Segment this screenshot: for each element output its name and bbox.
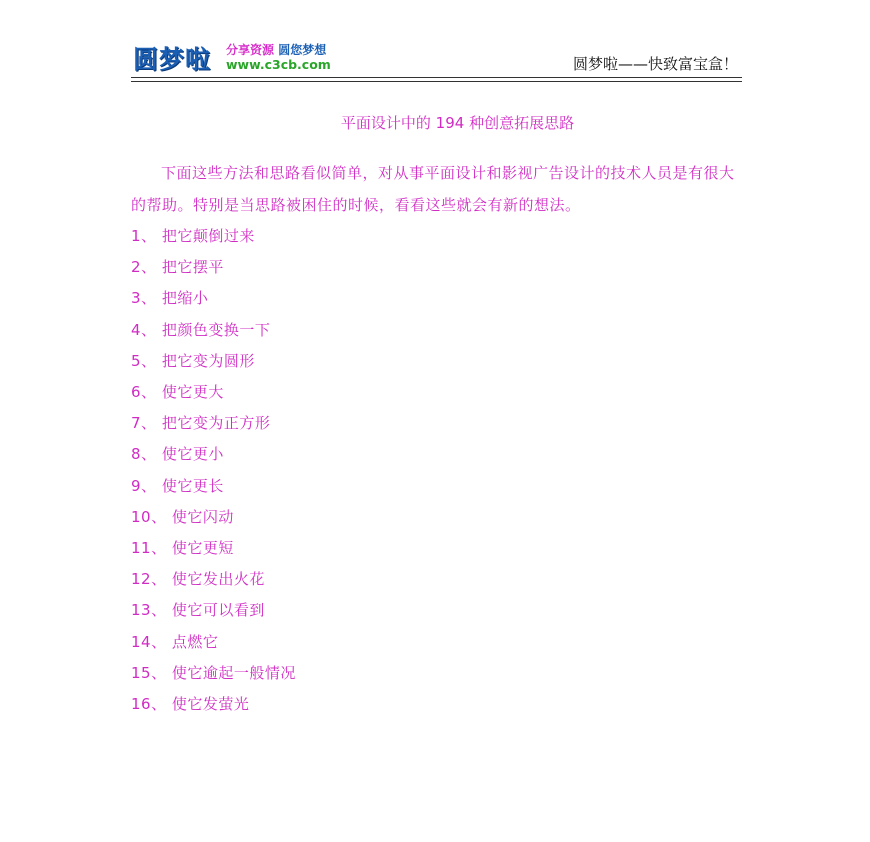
list-item-text: 点燃它 (171, 632, 219, 651)
list-item-number: 10、 (131, 507, 167, 526)
list-item (131, 627, 742, 658)
header-tagline: 圆梦啦——快致富宝盒！ (572, 55, 738, 73)
list-item (131, 221, 742, 252)
list-item (131, 439, 742, 470)
list-item (131, 502, 742, 533)
list-item (131, 595, 742, 626)
slogan-part1: 分享资源 (226, 43, 275, 57)
list-item (131, 533, 742, 564)
list-item-text: 使它更小 (161, 445, 224, 464)
list-item-number: 12、 (131, 570, 167, 589)
list-item-number: 8、 (131, 445, 157, 464)
list-item-number: 1、 (131, 227, 157, 245)
list-item-text: 使它更短 (171, 539, 234, 558)
list-item-text: 使它闪动 (171, 507, 234, 526)
intro-paragraph: 下面这些方法和思路看似简单，对从事平面设计和影视广告设计的技术人员是有很大的帮助。特别是当思路被困住的时候，看看这些就会有新的想法。 (131, 164, 735, 214)
list-item (131, 689, 742, 720)
site-logo[interactable]: 圆梦啦 (133, 45, 212, 74)
list-item-text: 把颜色变换一下 (161, 320, 271, 339)
list-item (131, 252, 742, 283)
list-item (131, 377, 742, 408)
list-item (131, 283, 742, 314)
list-item-text: 使它可以看到 (171, 601, 265, 620)
list-item-text: 把它颠倒过来 (161, 227, 255, 245)
list-item (131, 346, 742, 377)
list-item-number: 9、 (131, 476, 157, 495)
list-item-number: 5、 (131, 351, 157, 370)
document-title: 平面设计中的 194 种创意拓展思路 (340, 114, 575, 132)
list-item-number: 11、 (131, 539, 167, 558)
list-item (131, 471, 742, 502)
list-item-number: 4、 (131, 320, 157, 339)
list-item-text: 使它更大 (161, 383, 224, 402)
list-item-number: 13、 (131, 601, 167, 620)
idea-list (131, 221, 742, 720)
list-item-number: 16、 (131, 695, 167, 714)
slogan-part2: 圆您梦想 (278, 43, 327, 57)
list-item (131, 658, 742, 689)
list-item-number: 7、 (131, 414, 157, 433)
header-divider-bottom (131, 81, 742, 82)
list-item-number: 14、 (131, 632, 167, 651)
list-item-number: 6、 (131, 383, 157, 402)
page-header (131, 40, 742, 82)
list-item-text: 使它更长 (161, 476, 224, 495)
document-body (131, 112, 742, 720)
list-item-number: 2、 (131, 258, 157, 277)
list-item-text: 使它逾起一般情况 (171, 663, 296, 682)
list-item-number: 3、 (131, 289, 157, 308)
list-item (131, 408, 742, 439)
list-item-text: 使它发出火花 (171, 570, 265, 589)
list-item (131, 315, 742, 346)
logo-slogan (226, 41, 326, 58)
list-item (131, 564, 742, 595)
list-item-text: 把它变为正方形 (161, 414, 271, 433)
header-divider-top (131, 77, 742, 78)
list-item-text: 使它发萤光 (171, 695, 250, 714)
site-url[interactable]: www.c3cb.com (226, 57, 331, 72)
list-item-text: 把它摆平 (161, 258, 224, 277)
list-item-text: 把缩小 (161, 289, 209, 308)
list-item-number: 15、 (131, 663, 167, 682)
list-item-text: 把它变为圆形 (161, 351, 255, 370)
